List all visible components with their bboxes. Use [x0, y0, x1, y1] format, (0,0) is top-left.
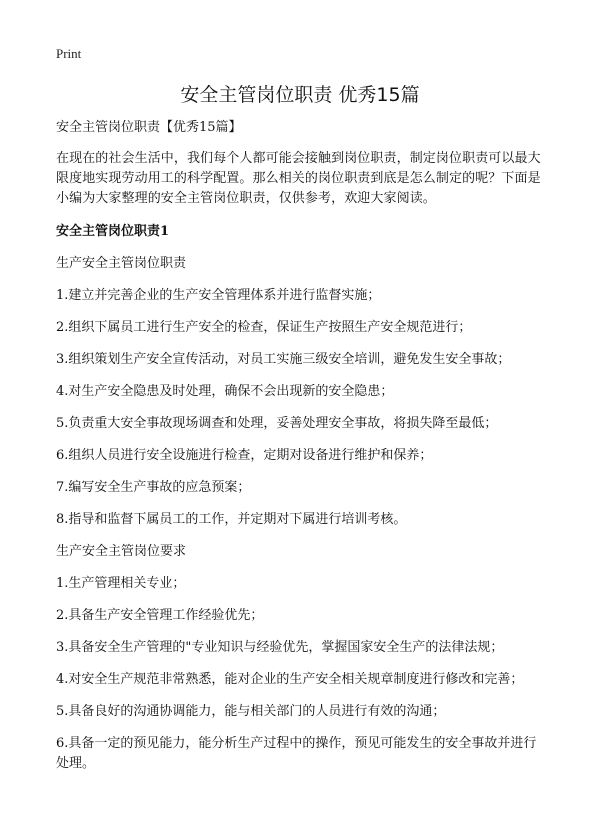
requirement-item: 2.具备生产安全管理工作经验优先； — [56, 608, 264, 623]
intro-paragraph: 在现在的社会生活中，我们每个人都可能会接触到岗位职责，制定岗位职责可以最大限度地实现劳动用工的科学配置。那么相关的岗位职责到底是怎么制定的呢？下面是小编为大家整理的安全主管岗位职责，仅供参考，欢迎大家阅读。 — [56, 151, 541, 206]
page-title: 安全主管岗位职责 优秀15篇 — [180, 84, 420, 106]
requirement-item: 5.具备良好的沟通协调能力，能与相关部门的人员进行有效的沟通； — [56, 704, 446, 719]
print-link[interactable]: Print — [56, 46, 82, 61]
duty-item: 5.负责重大安全事故现场调查和处理，妥善处理安全事故，将损失降至最低； — [56, 416, 498, 431]
duty-item: 1.建立并完善企业的生产安全管理体系并进行监督实施； — [56, 288, 381, 303]
duty-item: 2.组织下属员工进行生产安全的检查，保证生产按照生产安全规范进行； — [56, 320, 472, 335]
duty-item: 6.组织人员进行安全设施进行检查，定期对设备进行维护和保养； — [56, 448, 433, 463]
requirement-item: 4.对安全生产规范非常熟悉，能对企业的生产安全相关规章制度进行修改和完善； — [56, 672, 524, 687]
requirement-item: 6.具备一定的预见能力，能分析生产过程中的操作，预见可能发生的安全事故并进行处理。 — [56, 736, 537, 771]
duties-heading: 生产安全主管岗位职责 — [56, 256, 187, 271]
duty-item: 7.编写安全生产事故的应急预案； — [56, 480, 251, 495]
requirement-item: 1.生产管理相关专业； — [56, 576, 186, 591]
duty-item: 8.指导和监督下属员工的工作，并定期对下属进行培训考核。 — [56, 512, 407, 527]
requirements-heading: 生产安全主管岗位要求 — [56, 544, 187, 559]
article-body — [56, 118, 548, 786]
requirement-item: 3.具备安全生产管理的"专业知识与经验优先，掌握国家安全生产的法律法规； — [56, 640, 504, 655]
duty-item: 3.组织策划生产安全宣传活动，对员工实施三级安全培训，避免发生安全事故； — [56, 352, 511, 367]
duty-item: 4.对生产安全隐患及时处理，确保不会出现新的安全隐患； — [56, 384, 394, 399]
section-heading: 安全主管岗位职责1 — [56, 224, 170, 239]
article-subtitle: 安全主管岗位职责【优秀15篇】 — [56, 120, 242, 135]
